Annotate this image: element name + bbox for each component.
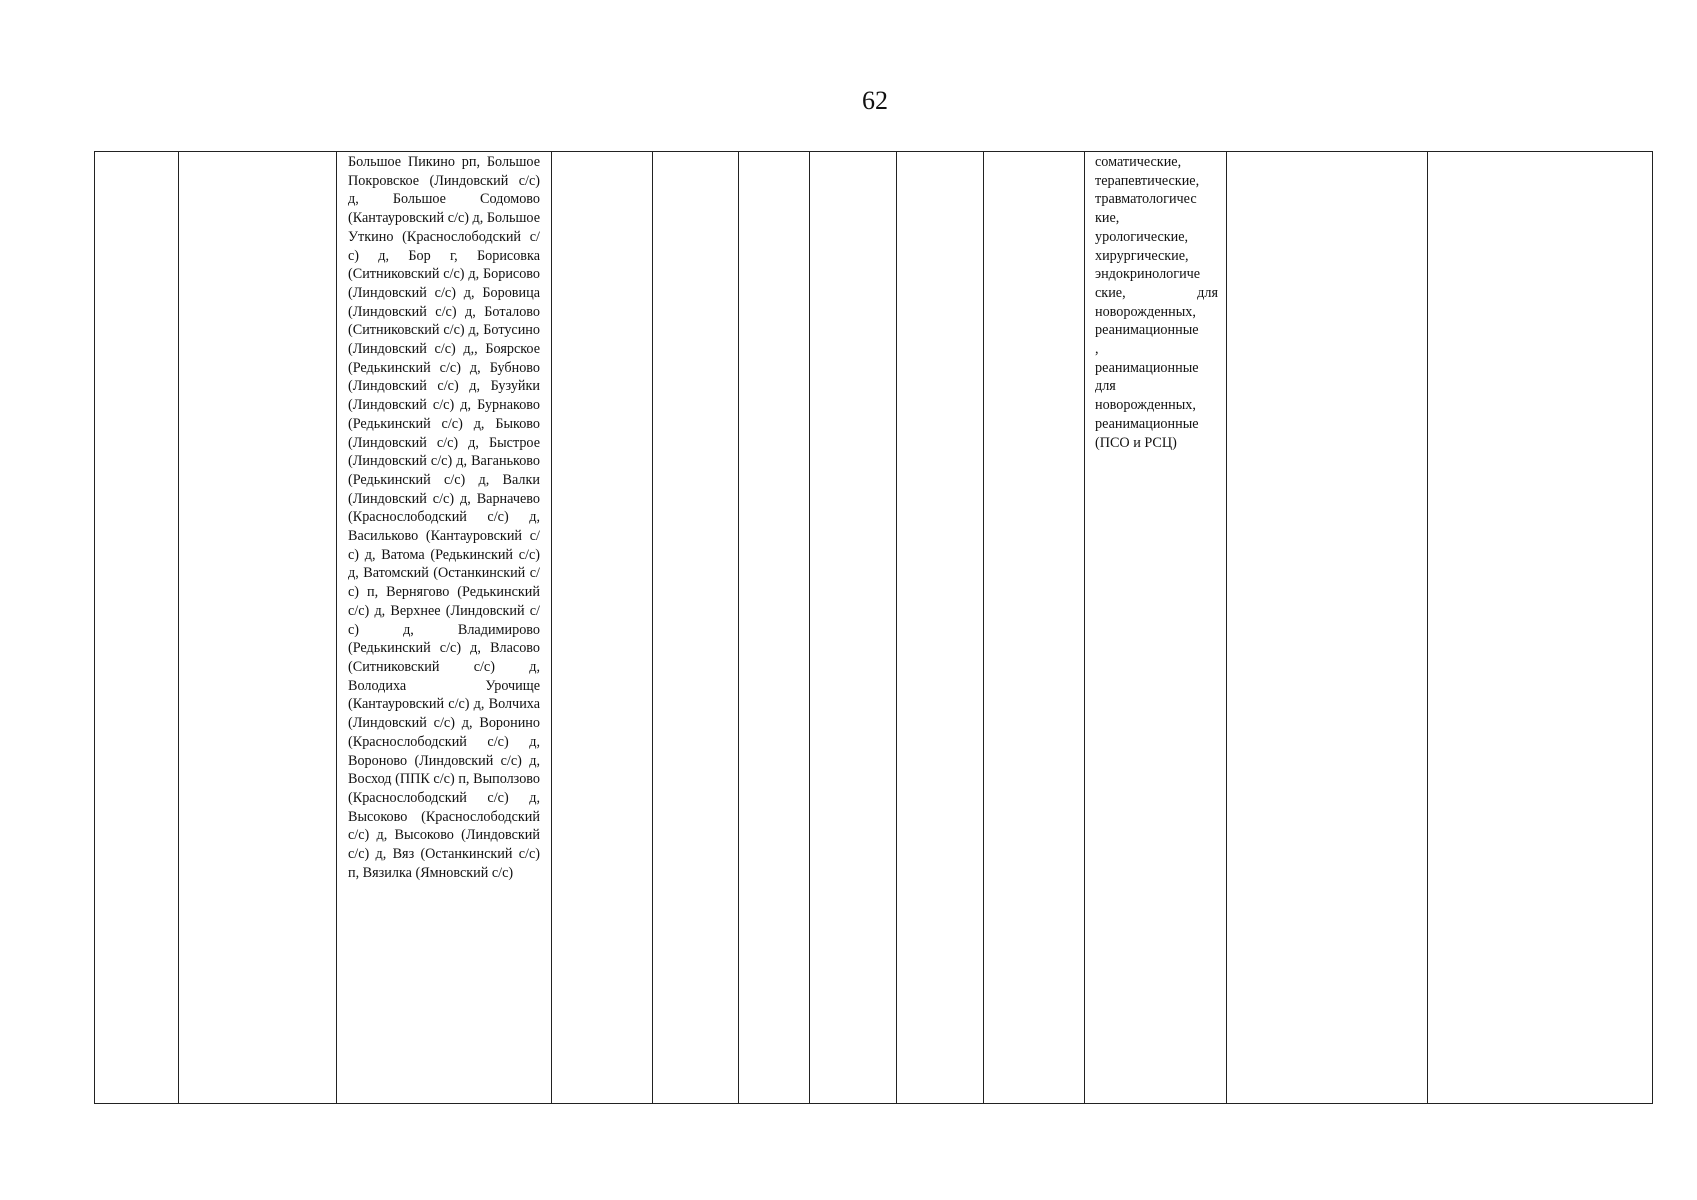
cell-col-6	[739, 152, 810, 1104]
bed-profile-line: (ПСО и РСЦ)	[1095, 434, 1177, 451]
bed-profile-line: травматологичес	[1095, 191, 1197, 208]
bed-profile-line: кие,	[1095, 210, 1120, 227]
bed-profile-line: реанимационные	[1095, 322, 1199, 339]
bed-profile-line: соматические,	[1095, 154, 1182, 170]
cell-col-9	[984, 152, 1085, 1104]
cell-col-11	[1227, 152, 1428, 1104]
data-table	[94, 151, 1653, 1104]
cell-col-4	[552, 152, 653, 1104]
cell-col-8	[897, 152, 984, 1104]
bed-profile-line: реанимационные	[1095, 359, 1199, 376]
bed-profile-line: терапевтические,	[1095, 172, 1200, 189]
cell-col-12	[1428, 152, 1653, 1104]
cell-col-7	[810, 152, 897, 1104]
table-row	[95, 152, 1653, 1104]
cell-col-2	[179, 152, 337, 1104]
cell-localities	[337, 152, 552, 1104]
bed-profile-line: эндокринологиче	[1095, 266, 1201, 283]
bed-profile-line: урологические,	[1095, 228, 1189, 245]
bed-profile-line: ские, для	[1095, 284, 1218, 301]
bed-profile-line: ,	[1095, 341, 1099, 358]
bed-profile-line: новорожденных,	[1095, 303, 1196, 320]
bed-profiles-text	[1085, 152, 1226, 452]
cell-col-5	[653, 152, 739, 1104]
page-number: 62	[862, 86, 888, 115]
cell-bed-profiles	[1085, 152, 1227, 1104]
bed-profile-line: реанимационные	[1095, 415, 1199, 432]
bed-profile-line: хирургические,	[1095, 247, 1189, 264]
bed-profile-line: новорожденных,	[1095, 397, 1196, 414]
cell-col-1	[95, 152, 179, 1104]
localities-text: Большое Пикино рп, Большое Покровское (Линдовский с/с) д, Большое Содомово (Кантауровский с/с) д, Большое Уткино (Краснослободский с/с) д, Бор г, Борисовка (Ситниковский с/с) д, Борисово (Линдовский с/с) д, Боровица (Линдовский с/с) д, Боталово (Ситниковский с/с) д, Ботусино (Линдовский с/с) д,, Боярское (Редькинский с/с) д, Бубново (Линдовский с/с) д, Бузуйки (Линдовский с/с) д, Бурнаково (Редькинский с/с) д, Быково (Линдовский с/с) д, Быстрое (Линдовский с/с) д, Ваганьково (Редькинский с/с) д, Валки (Линдовский с/с) д, Варначево (Краснослободский с/с) д, Васильково (Кантауровский с/с) д, Ватома (Редькинский с/с) д, Ватомский (Останкинский с/с) п, Вернягово (Редькинский с/с) д, Верхнее (Линдовский с/с) д, Владимирово (Редькинский с/с) д, Власово (Ситниковский с/с) д, Володиха Урочище (Кантауровский с/с) д, Волчиха (Линдовский с/с) д, Воронино (Краснослободский с/с) д, Вороново (Линдовский с/с) д, Восход (ППК с/с) п, Выползово (Краснослободский с/с) д, Высоково (Краснослободский с/с) д, Высоково (Линдовский с/с) д, Вяз (Останкинский с/с) п, Вязилка (Ямновский с/с)	[348, 154, 540, 881]
bed-profile-line: для	[1095, 378, 1116, 395]
